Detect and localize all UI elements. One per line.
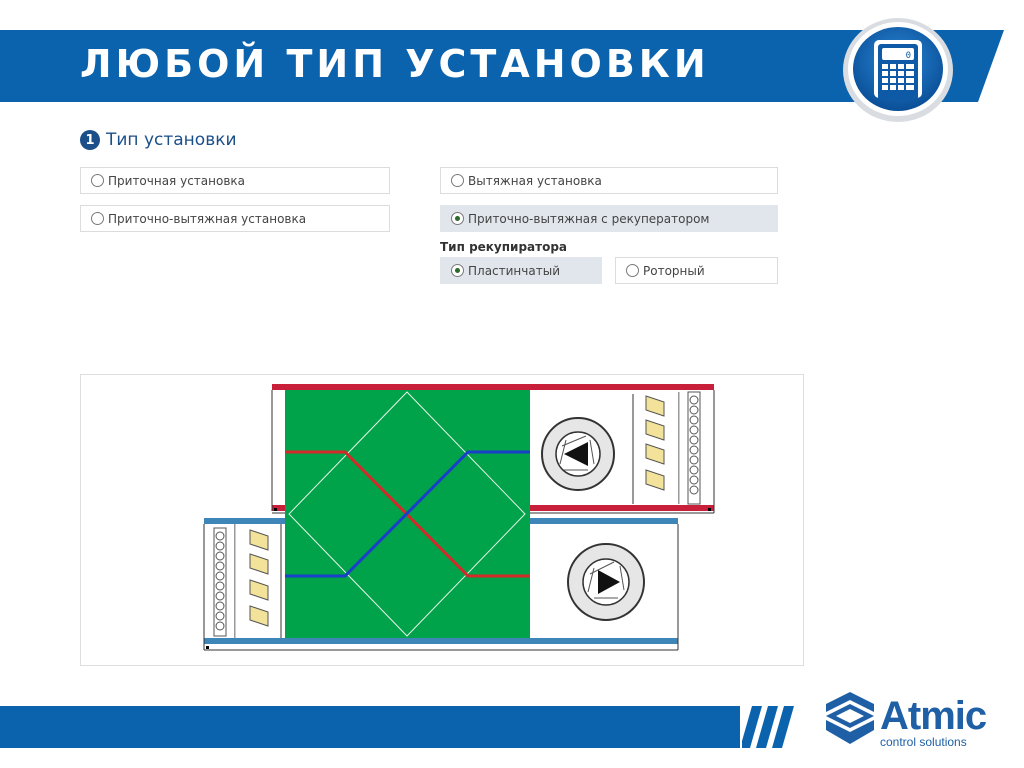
logo-wordmark: Atmic — [880, 694, 987, 738]
option-supply-unit[interactable] — [80, 167, 390, 194]
logo-tagline: control solutions — [880, 735, 967, 749]
recuperator-type-label: Тип рекупиратора — [440, 240, 568, 254]
option-supply-exhaust-recuperator[interactable] — [440, 205, 778, 232]
exhaust-fan-icon — [542, 418, 614, 490]
upper-duct-top-edge — [272, 384, 714, 390]
option-label: Приточно-вытяжная установка — [108, 211, 307, 226]
calculator-icon — [840, 14, 956, 124]
option-plate-recuperator[interactable] — [440, 257, 602, 284]
radio-icon[interactable] — [626, 264, 639, 277]
air-handling-unit-diagram — [200, 382, 720, 654]
radio-icon[interactable] — [91, 174, 104, 187]
svg-text:0: 0 — [905, 51, 911, 61]
option-label: Роторный — [643, 263, 705, 278]
option-label: Вытяжная установка — [468, 173, 602, 188]
option-exhaust-unit[interactable] — [440, 167, 778, 194]
slash-decoration-icon — [742, 706, 802, 748]
option-label: Приточная установка — [108, 173, 245, 188]
option-label: Приточно-вытяжная с рекуператором — [468, 211, 710, 226]
section-title — [80, 130, 237, 150]
section-label: Тип установки — [106, 130, 237, 150]
step-number-badge: 1 — [80, 130, 100, 150]
radio-selected-icon[interactable] — [451, 264, 464, 277]
supply-fan-icon — [568, 544, 644, 620]
slide-title: ЛЮБОЙ ТИП УСТАНОВКИ — [80, 42, 710, 86]
option-label: Пластинчатый — [468, 263, 560, 278]
radio-selected-icon[interactable] — [451, 212, 464, 225]
option-rotary-recuperator[interactable] — [615, 257, 778, 284]
radio-icon[interactable] — [91, 212, 104, 225]
lower-duct-bottom-edge — [204, 638, 678, 644]
atmic-cube-icon — [822, 690, 878, 750]
radio-icon[interactable] — [451, 174, 464, 187]
option-supply-exhaust-unit[interactable] — [80, 205, 390, 232]
footer-bar — [0, 706, 740, 748]
